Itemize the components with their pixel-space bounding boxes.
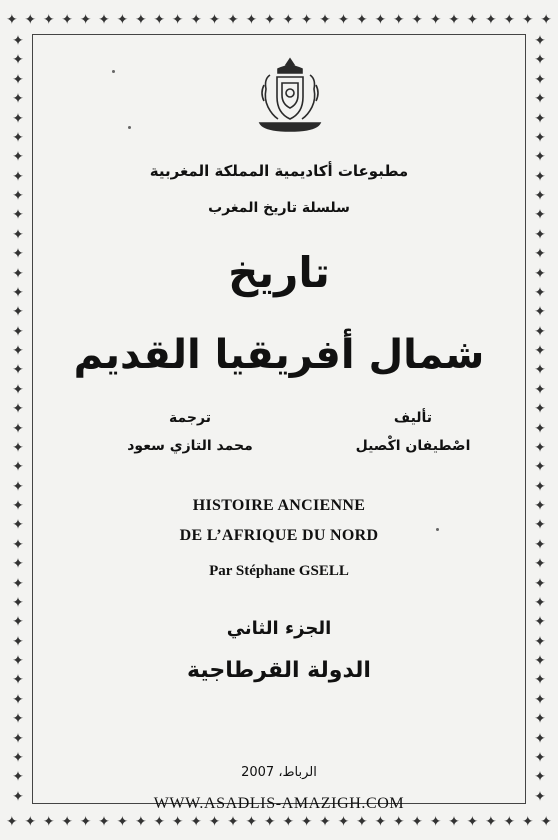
- border-ornament-icon: ✦: [356, 814, 368, 830]
- author-block: [328, 410, 498, 454]
- translator-name: محمد التازي سعود: [127, 438, 253, 454]
- border-ornament-icon: ✦: [429, 814, 442, 830]
- border-ornament-icon: ✦: [534, 149, 546, 166]
- border-ornament-icon: ✦: [534, 633, 546, 650]
- french-title-line-1: HISTOIRE ANCIENNE: [192, 497, 366, 514]
- border-ornament-icon: ✦: [12, 653, 24, 669]
- moroccan-coat-of-arms-icon: [250, 55, 330, 137]
- border-ornament-icon: ✦: [12, 401, 24, 418]
- border-ornament-icon: ✦: [12, 381, 24, 398]
- border-ornament-icon: ✦: [12, 769, 24, 786]
- border-ornament-icon: ✦: [98, 12, 110, 28]
- border-ornament-icon: ✦: [534, 323, 546, 340]
- border-ornament-icon: ✦: [12, 323, 24, 340]
- border-ornament-icon: ✦: [12, 304, 24, 321]
- border-ornament-icon: ✦: [411, 814, 424, 830]
- border-ornament-icon: ✦: [263, 12, 276, 28]
- border-ornament-icon: ✦: [12, 730, 24, 747]
- ornamental-border-left: [6, 34, 30, 804]
- french-title-line-2: DE L’AFRIQUE DU NORD: [179, 527, 379, 544]
- border-ornament-icon: ✦: [12, 420, 24, 437]
- border-ornament-icon: ✦: [540, 12, 552, 28]
- arabic-title-line-2: شمال أفريقيا القديم: [73, 332, 485, 378]
- border-ornament-icon: ✦: [534, 439, 546, 456]
- border-ornament-icon: ✦: [534, 401, 546, 418]
- border-ornament-icon: ✦: [245, 814, 258, 830]
- border-ornament-icon: ✦: [12, 517, 24, 534]
- border-ornament-icon: ✦: [337, 12, 350, 28]
- volume-subtitle: الدولة القرطاجية: [187, 658, 371, 683]
- border-ornament-icon: ✦: [503, 12, 516, 28]
- border-ornament-icon: ✦: [12, 362, 24, 379]
- border-ornament-icon: ✦: [466, 12, 479, 28]
- border-ornament-icon: ✦: [534, 691, 546, 708]
- border-ornament-icon: ✦: [534, 653, 546, 669]
- border-ornament-icon: ✦: [12, 71, 24, 88]
- border-ornament-icon: ✦: [227, 12, 239, 28]
- border-ornament-icon: ✦: [534, 459, 546, 476]
- border-ornament-icon: ✦: [300, 12, 313, 28]
- border-ornament-icon: ✦: [534, 788, 546, 804]
- border-ornament-icon: ✦: [24, 12, 37, 28]
- border-ornament-icon: ✦: [12, 749, 24, 766]
- author-role-label: تأليف: [393, 410, 433, 426]
- border-ornament-icon: ✦: [79, 814, 92, 830]
- border-ornament-icon: ✦: [429, 12, 442, 28]
- border-ornament-icon: ✦: [534, 556, 546, 573]
- translator-role-label: ترجمة: [169, 410, 211, 426]
- border-ornament-icon: ✦: [534, 749, 546, 766]
- border-ornament-icon: ✦: [12, 498, 24, 514]
- border-ornament-icon: ✦: [245, 12, 258, 28]
- border-ornament-icon: ✦: [12, 110, 24, 127]
- border-ornament-icon: ✦: [61, 814, 73, 830]
- border-ornament-icon: ✦: [12, 52, 24, 69]
- border-ornament-icon: ✦: [534, 614, 546, 631]
- border-ornament-icon: ✦: [116, 814, 129, 830]
- border-ornament-icon: ✦: [534, 478, 546, 495]
- website-watermark: WWW.ASADLIS-AMAZIGH.COM: [153, 795, 405, 812]
- border-ornament-icon: ✦: [534, 343, 546, 359]
- border-ornament-icon: ✦: [534, 284, 546, 301]
- border-ornament-icon: ✦: [448, 814, 460, 830]
- border-ornament-icon: ✦: [190, 814, 202, 830]
- scan-speck: [128, 126, 131, 129]
- border-ornament-icon: ✦: [534, 207, 546, 224]
- place-and-year: الرباط، 2007: [241, 765, 317, 780]
- border-ornament-icon: ✦: [12, 226, 24, 243]
- border-ornament-icon: ✦: [534, 575, 546, 592]
- border-ornament-icon: ✦: [356, 12, 368, 28]
- border-ornament-icon: ✦: [171, 12, 184, 28]
- border-ornament-icon: ✦: [534, 52, 546, 69]
- translator-block: [100, 410, 280, 454]
- border-ornament-icon: ✦: [12, 672, 24, 689]
- border-ornament-icon: ✦: [448, 12, 460, 28]
- border-ornament-icon: ✦: [319, 814, 331, 830]
- border-ornament-icon: ✦: [190, 12, 202, 28]
- border-ornament-icon: ✦: [12, 343, 24, 359]
- border-ornament-icon: ✦: [153, 12, 166, 28]
- border-ornament-icon: ✦: [521, 814, 534, 830]
- border-ornament-icon: ✦: [282, 814, 295, 830]
- border-ornament-icon: ✦: [534, 362, 546, 379]
- border-ornament-icon: ✦: [534, 246, 546, 263]
- border-ornament-icon: ✦: [540, 814, 552, 830]
- border-ornament-icon: ✦: [208, 12, 221, 28]
- border-ornament-icon: ✦: [12, 614, 24, 631]
- scan-speck: [436, 528, 439, 531]
- ornamental-border-right: [528, 34, 552, 804]
- border-ornament-icon: ✦: [534, 381, 546, 398]
- border-ornament-icon: ✦: [521, 12, 534, 28]
- border-ornament-icon: ✦: [12, 439, 24, 456]
- border-ornament-icon: ✦: [534, 536, 546, 553]
- border-ornament-icon: ✦: [12, 711, 24, 728]
- border-ornament-icon: ✦: [484, 12, 497, 28]
- border-ornament-icon: ✦: [374, 814, 387, 830]
- border-ornament-icon: ✦: [484, 814, 497, 830]
- border-ornament-icon: ✦: [12, 168, 24, 185]
- border-ornament-icon: ✦: [12, 691, 24, 708]
- border-ornament-icon: ✦: [12, 34, 24, 49]
- border-ornament-icon: ✦: [116, 12, 129, 28]
- series-line: سلسلة تاريخ المغرب: [208, 200, 350, 216]
- border-ornament-icon: ✦: [98, 814, 110, 830]
- border-ornament-icon: ✦: [12, 149, 24, 166]
- border-ornament-icon: ✦: [12, 556, 24, 573]
- border-ornament-icon: ✦: [12, 207, 24, 224]
- border-ornament-icon: ✦: [12, 594, 24, 611]
- border-ornament-icon: ✦: [12, 575, 24, 592]
- border-ornament-icon: ✦: [12, 788, 24, 804]
- border-ornament-icon: ✦: [12, 284, 24, 301]
- border-ornament-icon: ✦: [503, 814, 516, 830]
- border-ornament-icon: ✦: [466, 814, 479, 830]
- border-ornament-icon: ✦: [12, 91, 24, 108]
- border-ornament-icon: ✦: [208, 814, 221, 830]
- border-ornament-icon: ✦: [227, 814, 239, 830]
- french-author-line: Par Stéphane GSELL: [209, 563, 349, 579]
- border-ornament-icon: ✦: [534, 769, 546, 786]
- border-ornament-icon: ✦: [153, 814, 166, 830]
- border-ornament-icon: ✦: [12, 246, 24, 263]
- border-ornament-icon: ✦: [134, 12, 147, 28]
- border-ornament-icon: ✦: [534, 168, 546, 185]
- border-ornament-icon: ✦: [534, 71, 546, 88]
- border-ornament-icon: ✦: [12, 265, 24, 282]
- border-ornament-icon: ✦: [134, 814, 147, 830]
- border-ornament-icon: ✦: [42, 814, 55, 830]
- border-ornament-icon: ✦: [42, 12, 55, 28]
- border-ornament-icon: ✦: [534, 188, 546, 204]
- border-ornament-icon: ✦: [534, 711, 546, 728]
- border-ornament-icon: ✦: [337, 814, 350, 830]
- border-ornament-icon: ✦: [319, 12, 331, 28]
- arabic-title-line-1: تاريخ: [228, 248, 330, 297]
- border-ornament-icon: ✦: [300, 814, 313, 830]
- border-ornament-icon: ✦: [263, 814, 276, 830]
- border-ornament-icon: ✦: [534, 672, 546, 689]
- border-ornament-icon: ✦: [171, 814, 184, 830]
- border-ornament-icon: ✦: [24, 814, 37, 830]
- border-ornament-icon: ✦: [534, 730, 546, 747]
- border-ornament-icon: ✦: [534, 420, 546, 437]
- border-ornament-icon: ✦: [411, 12, 424, 28]
- volume-label: الجزء الثاني: [226, 618, 332, 639]
- border-ornament-icon: ✦: [374, 12, 387, 28]
- border-ornament-icon: ✦: [6, 12, 18, 28]
- author-name: اصْطيفان اكْصيل: [355, 438, 471, 454]
- border-ornament-icon: ✦: [534, 226, 546, 243]
- border-ornament-icon: ✦: [534, 304, 546, 321]
- border-ornament-icon: ✦: [534, 594, 546, 611]
- border-ornament-icon: ✦: [534, 498, 546, 514]
- border-ornament-icon: ✦: [12, 536, 24, 553]
- border-ornament-icon: ✦: [12, 188, 24, 204]
- border-ornament-icon: ✦: [534, 34, 546, 49]
- border-ornament-icon: ✦: [392, 814, 405, 830]
- border-ornament-icon: ✦: [12, 129, 24, 146]
- border-ornament-icon: ✦: [12, 478, 24, 495]
- border-ornament-icon: ✦: [534, 265, 546, 282]
- border-ornament-icon: ✦: [534, 91, 546, 108]
- border-ornament-icon: ✦: [534, 110, 546, 127]
- border-ornament-icon: ✦: [282, 12, 295, 28]
- scan-speck: [112, 70, 115, 73]
- border-ornament-icon: ✦: [6, 814, 18, 830]
- border-ornament-icon: ✦: [534, 517, 546, 534]
- border-ornament-icon: ✦: [12, 459, 24, 476]
- border-ornament-icon: ✦: [392, 12, 405, 28]
- border-ornament-icon: ✦: [534, 129, 546, 146]
- border-ornament-icon: ✦: [79, 12, 92, 28]
- border-ornament-icon: ✦: [12, 633, 24, 650]
- ornamental-border-top: [6, 6, 552, 34]
- publisher-line: مطبوعات أكاديمية المملكة المغربية: [149, 162, 409, 180]
- border-ornament-icon: ✦: [61, 12, 73, 28]
